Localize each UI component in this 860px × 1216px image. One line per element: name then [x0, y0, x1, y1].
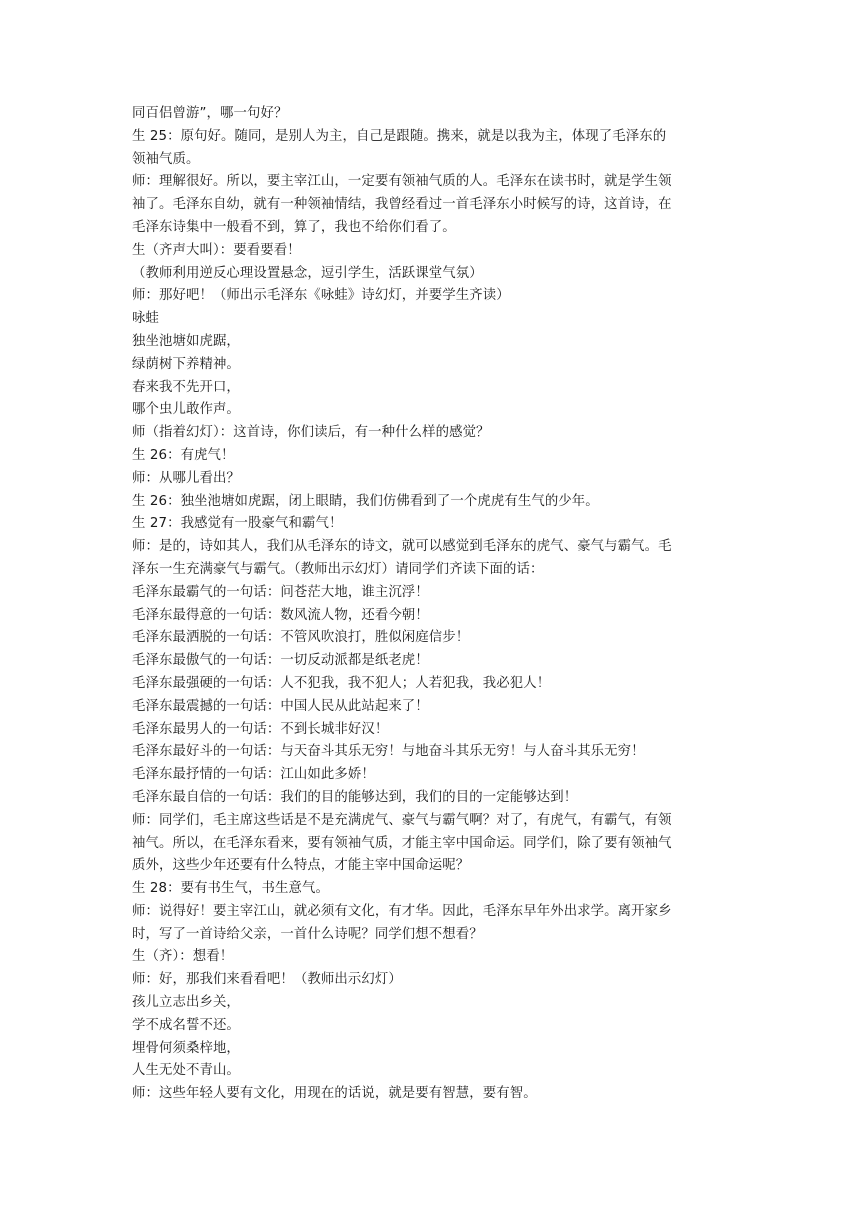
poem-title: 咏蛙 — [132, 311, 159, 327]
text-line: 同百侣曾游”，哪一句好？ — [132, 106, 288, 121]
text-line: 师：是的，诗如其人，我们从毛泽东的诗文，就可以感觉到毛泽东的虎气、豪气与霸气。毛 — [132, 539, 672, 555]
poem-line: 绿荫树下养精神。 — [132, 356, 240, 372]
quote-line: 毛泽东最霸气的一句话：问苍茫大地，谁主沉浮！ — [132, 584, 429, 600]
quote-line: 毛泽东最自信的一句话：我们的目的能够达到，我们的目的一定能够达到！ — [132, 789, 578, 805]
poem-line: 人生无处不青山。 — [132, 1063, 240, 1079]
text-line: 师：理解很好。所以，要主宰江山，一定要有领袖气质的人。毛泽东在读书时，就是学生领 — [132, 174, 672, 190]
text-line: 领袖气质。 — [132, 151, 200, 167]
text-line: 生（齐）：想看！ — [132, 949, 234, 965]
text-line: 生 26：独坐池塘如虎踞，闭上眼睛，我们仿佛看到了一个虎虎有生气的少年。 — [132, 493, 599, 509]
text-line: 袖了。毛泽东自幼，就有一种领袖情结，我曾经看过一首毛泽东小时候写的诗，这首诗，在 — [132, 197, 672, 213]
quote-line: 毛泽东最洒脱的一句话：不管风吹浪打，胜似闲庭信步！ — [132, 630, 470, 646]
text-line: 袖气。所以，在毛泽东看来，要有领袖气质，才能主宰中国命运。同学们，除了要有领袖气 — [132, 835, 672, 851]
poem-line: 埋骨何须桑梓地， — [132, 1040, 240, 1056]
quote-line: 毛泽东最傲气的一句话：一切反动派都是纸老虎！ — [132, 653, 429, 669]
quote-line: 毛泽东最男人的一句话：不到长城非好汉！ — [132, 721, 389, 737]
text-line: 师：那好吧！（师出示毛泽东《咏蛙》诗幻灯，并要学生齐读） — [132, 288, 510, 304]
text-line: 生 28：要有书生气，书生意气。 — [132, 881, 329, 897]
poem-line: 独坐池塘如虎踞， — [132, 333, 240, 349]
text-line: 生（齐声大叫）：要看要看！ — [132, 242, 301, 258]
text-line: 师：同学们，毛主席这些话是不是充满虎气、豪气与霸气啊？对了，有虎气，有霸气，有领 — [132, 812, 672, 828]
quote-line: 毛泽东最得意的一句话：数风流人物，还看今朝！ — [132, 607, 429, 623]
text-line: （教师利用逆反心理设置悬念，逗引学生，活跃课堂气氛） — [132, 265, 483, 281]
text-line: 师：从哪儿看出？ — [132, 470, 240, 486]
text-line: 毛泽东诗集中一般看不到，算了，我也不给你们看了。 — [132, 219, 456, 235]
text-line: 生 25：原句好。随同，是别人为主，自己是跟随。携来，就是以我为主，体现了毛泽东的 — [132, 128, 667, 144]
poem-line: 春来我不先开口， — [132, 379, 240, 395]
quote-line: 毛泽东最抒情的一句话：江山如此多娇！ — [132, 767, 375, 783]
poem-line: 学不成名誓不还。 — [132, 1017, 240, 1033]
quote-line: 毛泽东最好斗的一句话：与天奋斗其乐无穷！与地奋斗其乐无穷！与人奋斗其乐无穷！ — [132, 744, 645, 760]
text-line: 师：这些年轻人要有文化，用现在的话说，就是要有智慧，要有智。 — [132, 1086, 537, 1102]
poem-line: 孩儿立志出乡关， — [132, 995, 240, 1011]
poem-line: 哪个虫儿敢作声。 — [132, 402, 240, 418]
document-body — [132, 103, 730, 1106]
text-line: 生 26：有虎气！ — [132, 447, 235, 463]
text-line: 生 27：我感觉有一股豪气和霸气！ — [132, 516, 343, 532]
text-line: 师：说得好！要主宰江山，就必须有文化，有才华。因此，毛泽东早年外出求学。离开家乡 — [132, 903, 672, 919]
text-line: 师：好，那我们来看看吧！（教师出示幻灯） — [132, 972, 402, 988]
quote-line: 毛泽东最震撼的一句话：中国人民从此站起来了！ — [132, 698, 429, 714]
text-line: 泽东一生充满豪气与霸气。（教师出示幻灯）请同学们齐读下面的话： — [132, 561, 544, 577]
text-line: 质外，这些少年还要有什么特点，才能主宰中国命运呢？ — [132, 858, 470, 874]
text-line: 师（指着幻灯）：这首诗，你们读后，有一种什么样的感觉？ — [132, 425, 490, 441]
quote-line: 毛泽东最强硬的一句话：人不犯我，我不犯人；人若犯我，我必犯人！ — [132, 675, 551, 691]
text-line: 时，写了一首诗给父亲，一首什么诗呢？同学们想不想看？ — [132, 926, 483, 942]
